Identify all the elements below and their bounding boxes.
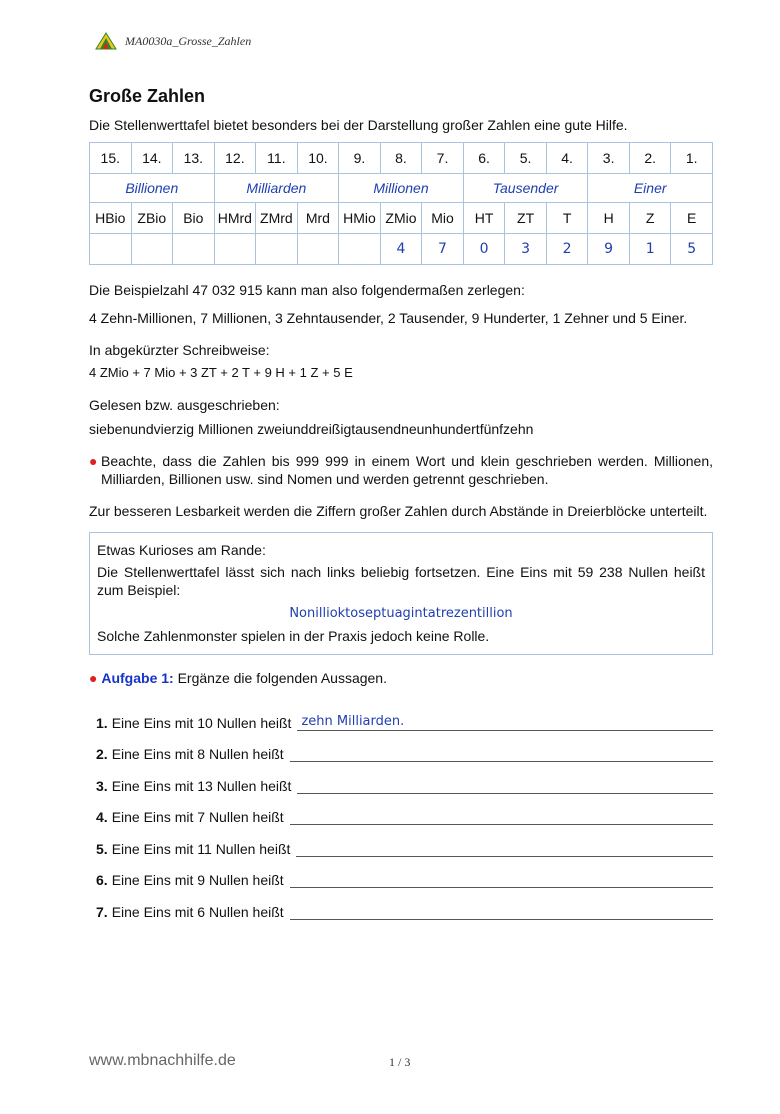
digit-cell: 7 <box>422 234 464 265</box>
curiosity-text: Die Stellenwerttafel lässt sich nach links beliebig fortsetzen. Eine Eins mit 59 238 Nullen heißt zum Beispiel: <box>97 564 705 598</box>
position-cell: 8. <box>380 143 422 174</box>
exercise-number: 5. <box>96 840 108 857</box>
digit-cell: 3 <box>505 234 547 265</box>
position-cell: 4. <box>546 143 588 174</box>
answer-line[interactable] <box>297 713 713 731</box>
note-block <box>89 452 713 488</box>
groups-row <box>90 174 713 203</box>
position-cell: 12. <box>214 143 256 174</box>
answer-line[interactable] <box>290 902 713 920</box>
page-number: 1 / 3 <box>389 1055 411 1069</box>
decomposition-text: 4 Zehn-Millionen, 7 Millionen, 3 Zehntausender, 2 Tausender, 9 Hunderter, 1 Zehner und 5 Einer. <box>89 310 688 326</box>
curiosity-closing: Solche Zahlenmonster spielen in der Praxis jedoch keine Rolle. <box>97 628 490 644</box>
answer-line[interactable] <box>296 839 713 857</box>
exercise-text: Eine Eins mit 7 Nullen heißt <box>111 809 284 825</box>
website-link[interactable]: www.mbnachhilfe.de <box>89 1052 236 1069</box>
task-instruction: Ergänze die folgenden Aussagen. <box>177 670 387 686</box>
readability-text: Zur besseren Lesbarkeit werden die Ziffern großer Zahlen durch Abstände in Dreierblöcke unterteilt. <box>89 503 708 519</box>
digits-row <box>90 234 713 265</box>
abbr-cell: ZMrd <box>256 203 298 234</box>
exercise-row <box>89 699 713 731</box>
abbr-cell: Mrd <box>297 203 339 234</box>
group-milliarden: Milliarden <box>214 174 339 203</box>
note-text: Beachte, dass die Zahlen bis 999 999 in einem Wort und klein geschrieben werden. Millionen, Milliarden, Billionen usw. sind Nomen und werden getrennt geschrieben. <box>101 453 713 487</box>
digit-cell <box>339 234 381 265</box>
exercise-row <box>89 762 713 794</box>
answer-text: zehn Milliarden. <box>301 713 405 729</box>
abbr-cell: E <box>671 203 713 234</box>
digit-cell <box>297 234 339 265</box>
digit-cell: 4 <box>380 234 422 265</box>
short-form-text: 4 ZMio + 7 Mio + 3 ZT + 2 T + 9 H + 1 Z + 5 E <box>89 365 353 380</box>
read-form-label: Gelesen bzw. ausgeschrieben: <box>89 397 280 413</box>
group-billionen: Billionen <box>90 174 215 203</box>
position-cell: 1. <box>671 143 713 174</box>
abbr-cell: Bio <box>173 203 215 234</box>
position-cell: 9. <box>339 143 381 174</box>
position-cell: 15. <box>90 143 132 174</box>
exercise-number: 3. <box>96 777 108 794</box>
task-label: Aufgabe 1: <box>101 670 174 686</box>
position-cell: 6. <box>463 143 505 174</box>
position-cell: 10. <box>297 143 339 174</box>
exercise-row <box>89 825 713 857</box>
curiosity-box <box>89 532 713 655</box>
digit-cell: 1 <box>629 234 671 265</box>
positions-row <box>90 143 713 174</box>
position-cell: 13. <box>173 143 215 174</box>
answer-line[interactable] <box>290 744 713 762</box>
abbr-cell: ZT <box>505 203 547 234</box>
curiosity-heading: Etwas Kurioses am Rande: <box>97 542 266 558</box>
abbr-cell: ZMio <box>380 203 422 234</box>
curiosity-example: Nonillioktoseptuagintatrezentillion <box>289 606 513 621</box>
exercise-text: Eine Eins mit 6 Nullen heißt <box>111 903 284 920</box>
position-cell: 7. <box>422 143 464 174</box>
exercise-number: 2. <box>96 746 108 762</box>
answer-line[interactable] <box>297 776 713 794</box>
abbr-cell: H <box>588 203 630 234</box>
page-footer <box>89 1052 713 1076</box>
position-cell: 11. <box>256 143 298 174</box>
position-cell: 5. <box>505 143 547 174</box>
digit-cell <box>173 234 215 265</box>
bullet-icon: ● <box>89 453 98 469</box>
digit-cell <box>256 234 298 265</box>
digit-cell: 0 <box>463 234 505 265</box>
digit-cell: 2 <box>546 234 588 265</box>
exercise-row <box>89 857 713 889</box>
digit-cell <box>214 234 256 265</box>
abbr-cell: Z <box>629 203 671 234</box>
abbr-cell: HBio <box>90 203 132 234</box>
page-title: Große Zahlen <box>89 86 206 106</box>
abbr-cell: HT <box>463 203 505 234</box>
digit-cell <box>131 234 173 265</box>
exercise-number: 4. <box>96 809 108 825</box>
position-cell: 14. <box>131 143 173 174</box>
worksheet-content <box>89 86 713 920</box>
group-tausender: Tausender <box>463 174 588 203</box>
exercise-number: 6. <box>96 872 108 888</box>
abbreviations-row <box>90 203 713 234</box>
position-cell: 2. <box>629 143 671 174</box>
digit-cell <box>90 234 132 265</box>
exercise-row <box>89 888 713 920</box>
position-cell: 3. <box>588 143 630 174</box>
abbr-cell: ZBio <box>131 203 173 234</box>
abbr-cell: HMrd <box>214 203 256 234</box>
exercise-text: Eine Eins mit 10 Nullen heißt <box>111 714 292 731</box>
abbr-cell: T <box>546 203 588 234</box>
exercise-number: 1. <box>96 714 108 731</box>
page-header <box>95 30 251 52</box>
explanation-text: Die Beispielzahl 47 032 915 kann man also folgendermaßen zerlegen: <box>89 282 525 298</box>
answer-line[interactable] <box>290 807 713 825</box>
group-millionen: Millionen <box>339 174 464 203</box>
short-form-label: In abgekürzter Schreibweise: <box>89 342 270 358</box>
exercise-text: Eine Eins mit 8 Nullen heißt <box>111 746 284 762</box>
group-einer: Einer <box>588 174 713 203</box>
read-form-text: siebenundvierzig Millionen zweiunddreißigtausendneunhundertfünfzehn <box>89 421 534 437</box>
task-heading <box>89 669 713 687</box>
place-value-table <box>89 142 713 265</box>
bullet-icon: ● <box>89 670 98 686</box>
abbr-cell: Mio <box>422 203 464 234</box>
answer-line[interactable] <box>290 870 713 888</box>
triangle-logo-icon <box>95 32 117 50</box>
digit-cell: 5 <box>671 234 713 265</box>
intro-text: Die Stellenwerttafel bietet besonders bei der Darstellung großer Zahlen eine gute Hilfe. <box>89 117 628 133</box>
exercise-text: Eine Eins mit 13 Nullen heißt <box>111 777 292 794</box>
digit-cell: 9 <box>588 234 630 265</box>
exercise-row <box>89 794 713 826</box>
exercise-number: 7. <box>96 903 108 920</box>
exercise-list <box>89 699 713 920</box>
exercise-row <box>89 731 713 763</box>
abbr-cell: HMio <box>339 203 381 234</box>
document-id: MA0030a_Grosse_Zahlen <box>125 33 252 48</box>
exercise-text: Eine Eins mit 9 Nullen heißt <box>111 872 284 888</box>
exercise-text: Eine Eins mit 11 Nullen heißt <box>111 840 291 857</box>
